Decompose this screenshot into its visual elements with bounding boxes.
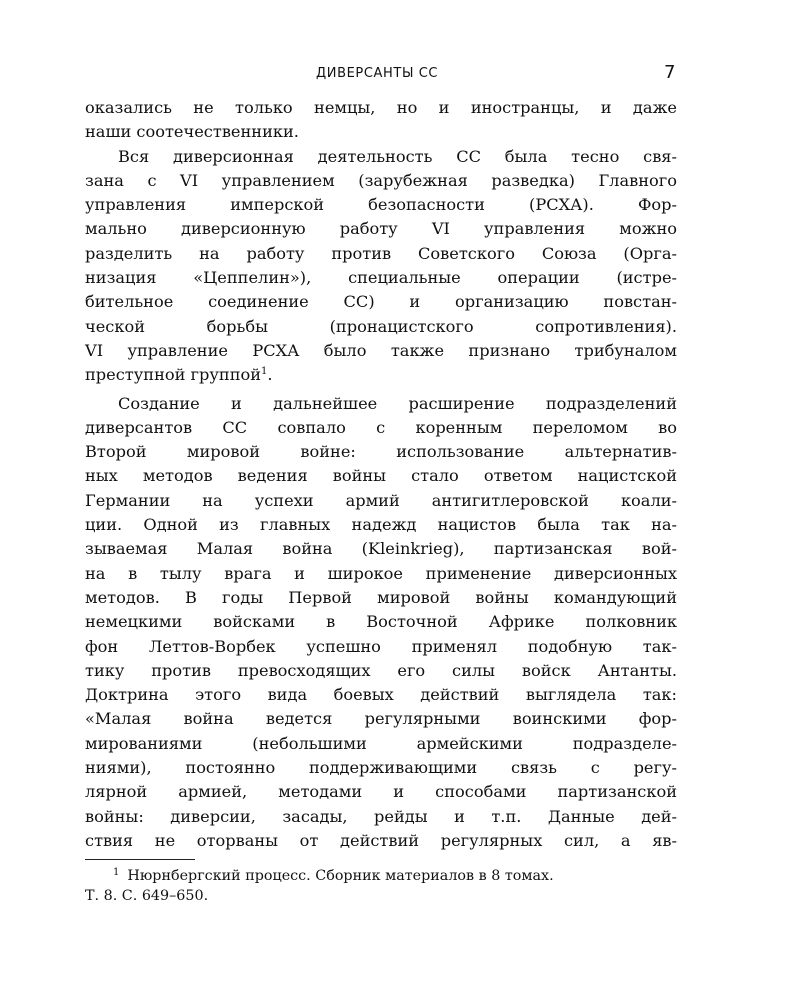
text-line: наши соотечественники. [85,122,299,142]
text-line: ниями), постоянно поддерживающими связь с регу- [85,758,677,778]
text-line: бительное соединение СС) и организацию повстан- [85,292,677,312]
text-line: ческой борьбы (пронацистского сопротивления). [85,316,677,336]
text-line: управления имперской безопасности (РСХА). Фор- [85,195,677,215]
footnote-reference[interactable]: 1 [261,366,268,378]
text-line: мально диверсионную работу VI управления можно [85,219,677,239]
text-line [85,363,677,387]
text-line: мированиями (небольшими армейскими подразделе- [85,733,677,753]
running-head-title: ДИВЕРСАНТЫ СС [316,66,439,81]
text-line: зана с VI управлением (зарубежная разведка) Главного [85,170,677,190]
footnote-line: Т. 8. С. 649–650. [85,888,209,904]
text-line: фон Леттов-Ворбек успешно применял подобную так- [85,636,677,656]
body-text [85,96,677,853]
text-line: тику против превосходящих его силы войск Антанты. [85,660,677,680]
text-line: на в тылу врага и широкое применение диверсионных [85,563,677,583]
page-number: 7 [664,62,676,83]
text-line: разделить на работу против Советского Союза (Орга- [85,243,677,263]
footnote-text: Нюрнбергский процесс. Сборник материалов в 8 томах. [127,868,554,884]
text-line: VI управление РСХА было также признано трибуналом [85,340,677,360]
text-line: зываемая Малая война (Kleinkrieg), партизанская вой- [85,539,677,559]
text-line: «Малая война ведется регулярными воинскими фор- [85,709,677,729]
footnote-divider [85,859,195,860]
text-line: Доктрина этого вида боевых действий выглядела так: [85,685,677,705]
text-line: оказались не только немцы, но и иностранцы, и даже [85,98,677,117]
footnote [85,866,677,906]
text-line: лярной армией, методами и способами партизанской [85,782,677,802]
text-line: Германии на успехи армий антигитлеровской коали- [85,490,677,510]
text-line: методов. В годы Первой мировой войны командующий [85,587,677,607]
text-line: низация «Цеппелин»), специальные операции (истре- [85,268,677,288]
text-line-punctuation: . [267,365,273,385]
text-line: Создание и дальнейшее расширение подразделений [118,393,677,413]
text-line: Второй мировой войне: использование альтернатив- [85,442,677,462]
text-line: ции. Одной из главных надежд нацистов была так на- [85,515,677,535]
text-line: немецкими войсками в Восточной Африке полковник [85,612,677,632]
text-line: диверсантов СС совпало с коренным переломом во [85,417,677,437]
text-line: войны: диверсии, засады, рейды и т.п. Данные дей- [85,806,677,826]
text-line: Вся диверсионная деятельность СС была тесно свя- [118,146,677,166]
text-line: ных методов ведения войны стало ответом нацистской [85,466,677,486]
text-line-content: преступной группой [85,365,262,385]
text-line: ствия не оторваны от действий регулярных сил, а яв- [85,830,677,850]
footnote-line [85,866,677,886]
footnote-number: 1 [113,867,120,878]
